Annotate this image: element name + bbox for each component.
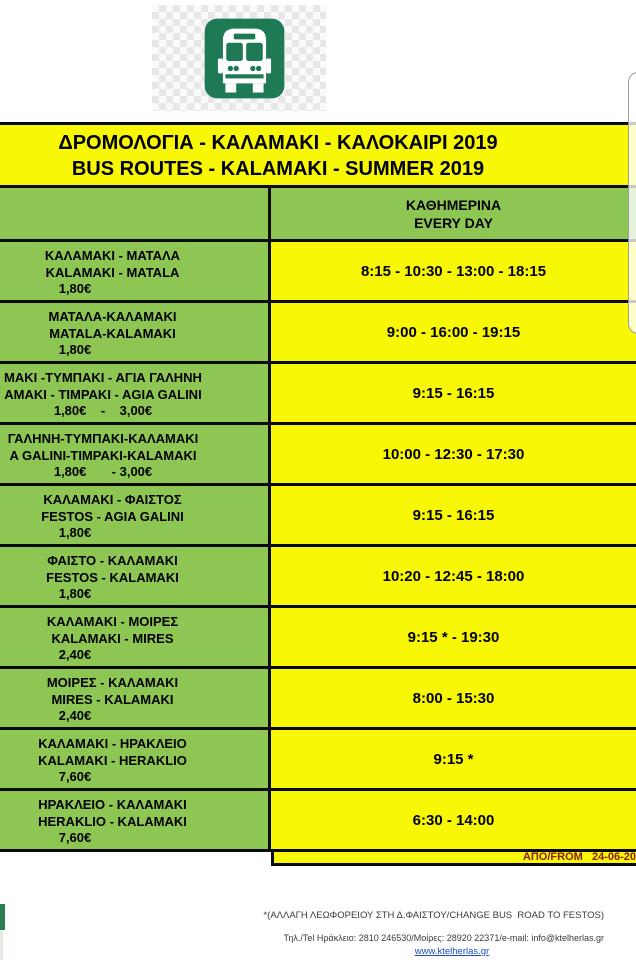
route-column-header xyxy=(0,188,271,239)
route-name-english: MIRES - KALAMAKI xyxy=(51,691,174,707)
title-english: BUS ROUTES - KALAMAKI - SUMMER 2019 xyxy=(71,158,485,180)
table-row xyxy=(0,425,636,486)
table-row xyxy=(0,547,636,608)
table-row xyxy=(0,486,636,547)
table-row xyxy=(0,791,636,852)
route-fare: 2,40€ xyxy=(58,647,92,662)
route-cell xyxy=(0,303,271,361)
departure-times: 9:15 - 16:15 xyxy=(271,486,636,544)
route-cell-inner xyxy=(0,492,225,542)
route-name-greek: ΚΑΛΑΜΑΚΙ - ΗΡΑΚΛΕΙΟ xyxy=(38,736,187,751)
route-fare: 1,80€ - 3,00€ xyxy=(53,403,153,418)
route-name-greek: ΜΑΤΑΛΑ-ΚΑΛΑΜΑΚΙ xyxy=(48,309,177,324)
rows-container xyxy=(0,242,636,852)
title-greek: ΔΡΟΜΟΛΟΓΙΑ - ΚΑΛΑΜΑΚΙ - ΚΑΛΟΚΑΙΡΙ 2019 xyxy=(58,132,498,154)
route-cell-inner xyxy=(0,553,225,603)
left-edge-green-artifact xyxy=(0,904,5,930)
table-row xyxy=(0,730,636,791)
departure-times: 9:15 * xyxy=(271,730,636,788)
route-cell xyxy=(0,425,271,483)
route-name-english: MATALA-KALAMAKI xyxy=(49,325,176,341)
route-name-greek: ΚΑΛΑΜΑΚΙ - ΜΟΙΡΕΣ xyxy=(46,614,179,629)
logo-transparency-checkerboard xyxy=(152,5,326,111)
route-name-english: A GALINI-TIMPAKI-KALAMAKI xyxy=(9,447,197,463)
route-fare: 1,80€ xyxy=(58,281,92,296)
route-name-greek: ΚΑΛΑΜΑΚΙ - ΜΑΤΑΛΑ xyxy=(44,248,181,263)
route-cell xyxy=(0,242,271,300)
table-row xyxy=(0,608,636,669)
departure-times: 8:15 - 10:30 - 13:00 - 18:15 xyxy=(271,242,636,300)
route-name-english: FESTOS - KALAMAKI xyxy=(46,569,179,585)
route-name-greek: ΚΑΛΑΜΑΚΙ - ΦΑΙΣΤΟΣ xyxy=(43,492,182,507)
route-fare: 7,60€ xyxy=(58,830,92,845)
route-cell-inner xyxy=(0,797,225,847)
route-name-greek: ΜΑΚΙ -ΤΥΜΠΑΚΙ - ΑΓΙΑ ΓΑΛΗΝΗ xyxy=(4,370,202,385)
left-edge-pale-artifact xyxy=(0,930,3,960)
route-fare: 1,80€ - 3,00€ xyxy=(53,464,153,479)
route-name-english: KALAMAKI - MIRES xyxy=(51,630,174,646)
table-row xyxy=(0,364,636,425)
timetable-sheet xyxy=(0,122,636,866)
departure-times: 8:00 - 15:30 xyxy=(271,669,636,727)
website-link[interactable]: www.ktelherlas.gr xyxy=(414,946,490,957)
route-fare: 1,80€ xyxy=(58,586,92,601)
route-cell-inner xyxy=(0,614,225,664)
route-cell-inner xyxy=(0,675,225,725)
route-name-greek: ΜΟΙΡΕΣ - ΚΑΛΑΜΑΚΙ xyxy=(46,675,179,690)
page-title xyxy=(0,125,636,188)
route-name-english: KALAMAKI - HERAKLIO xyxy=(38,752,187,768)
bus-icon xyxy=(203,17,286,100)
route-name-greek: ΗΡΑΚΛΕΙΟ - ΚΑΛΑΜΑΚΙ xyxy=(38,797,187,812)
route-cell-inner xyxy=(0,248,225,298)
departure-times: 10:00 - 12:30 - 17:30 xyxy=(271,425,636,483)
table-row xyxy=(0,303,636,364)
departure-times: 9:15 - 16:15 xyxy=(271,364,636,422)
route-cell xyxy=(0,486,271,544)
route-cell xyxy=(0,364,271,422)
route-cell xyxy=(0,608,271,666)
departure-times: 10:20 - 12:45 - 18:00 xyxy=(271,547,636,605)
valid-from-row xyxy=(0,852,636,866)
header-english: EVERY DAY xyxy=(414,214,493,231)
route-name-english: FESTOS - AGIA GALINI xyxy=(41,508,184,524)
everyday-column-header xyxy=(271,188,636,239)
footer-notes xyxy=(0,906,604,957)
route-fare: 2,40€ xyxy=(58,708,92,723)
route-name-greek: ΓΑΛΗΝΗ-ΤΥΜΠΑΚΙ-ΚΑΛΑΜΑΚΙ xyxy=(7,431,199,446)
route-fare: 1,80€ xyxy=(58,342,92,357)
table-row xyxy=(0,242,636,303)
header-greek: ΚΑΘΗΜΕΡΙΝΑ xyxy=(405,196,502,213)
valid-from-spacer xyxy=(0,852,271,866)
contact-info: Τηλ./Tel Ηράκλειο: 2810 246530/Μοίρες: 28920 22371/e-mail: info@ktelherlas.gr xyxy=(283,933,604,943)
departure-times: 9:15 * - 19:30 xyxy=(271,608,636,666)
change-bus-note: *(ΑΛΛΑΓΗ ΛΕΩΦΟΡΕΙΟΥ ΣΤΗ Δ.ΦΑΙΣΤΟΥ/CHANGE BUS ROAD TO FESTOS) xyxy=(263,910,604,921)
route-name-english: HERAKLIO - KALAMAKI xyxy=(38,813,187,829)
column-header-row xyxy=(0,188,636,242)
valid-from-date: ΑΠΟ/FROM 24-06-20 xyxy=(271,852,636,866)
route-cell-inner xyxy=(0,431,268,481)
route-cell-inner xyxy=(0,370,268,420)
route-name-english: KALAMAKI - MATALA xyxy=(45,264,180,280)
route-name-english: AMAKI - TIMPAKI - AGIA GALINI xyxy=(4,386,202,402)
route-cell xyxy=(0,791,271,849)
departure-times: 9:00 - 16:00 - 19:15 xyxy=(271,303,636,361)
route-name-greek: ΦΑΙΣΤΟ - ΚΑΛΑΜΑΚΙ xyxy=(47,553,178,568)
route-cell-inner xyxy=(0,736,225,786)
departure-times: 6:30 - 14:00 xyxy=(271,791,636,849)
route-cell xyxy=(0,730,271,788)
route-cell xyxy=(0,547,271,605)
right-edge-overlay-card xyxy=(628,72,636,334)
table-row xyxy=(0,669,636,730)
route-cell xyxy=(0,669,271,727)
route-cell-inner xyxy=(0,309,225,359)
route-fare: 1,80€ xyxy=(58,525,92,540)
route-fare: 7,60€ xyxy=(58,769,92,784)
